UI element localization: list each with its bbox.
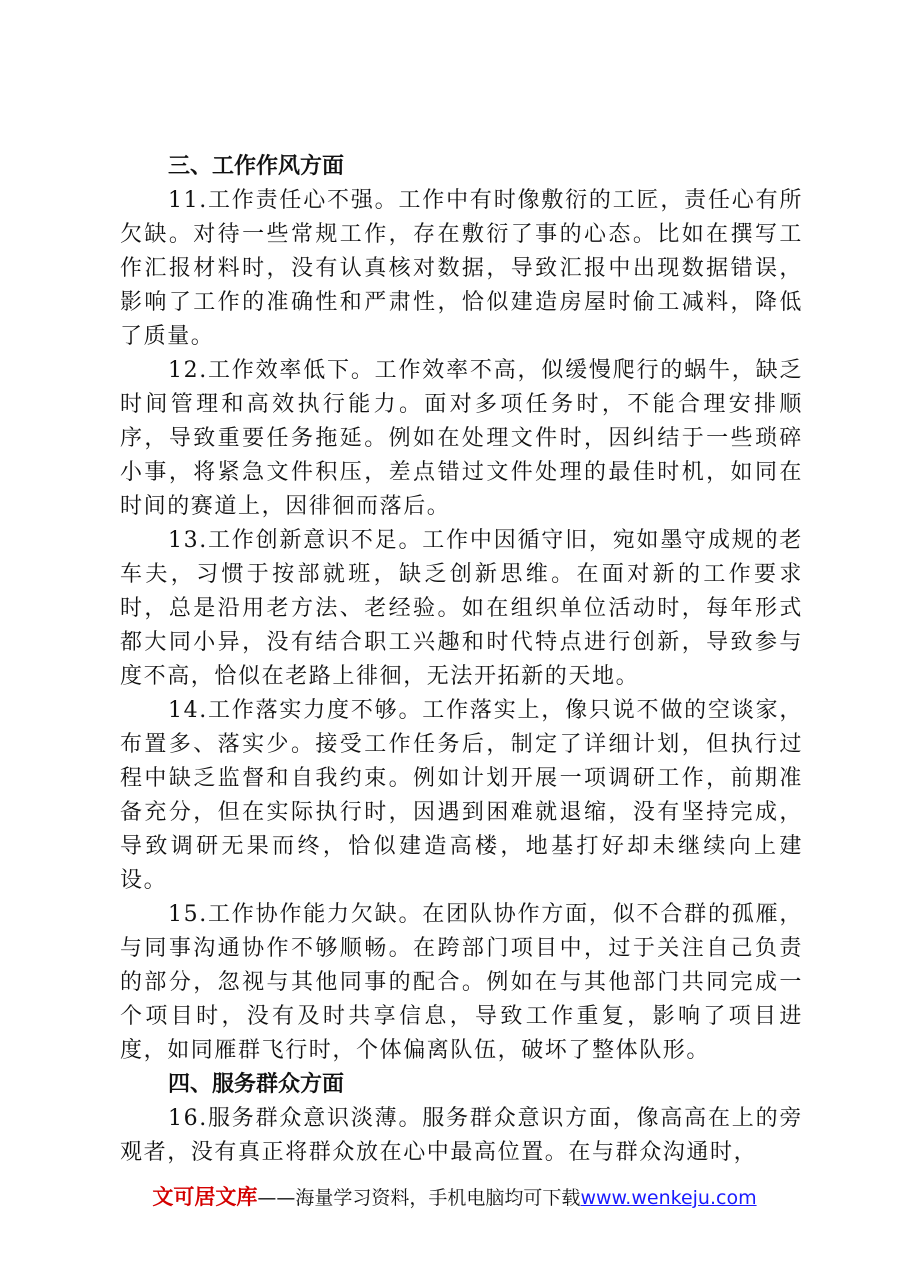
section-heading-serving-masses: 四、服务群众方面	[168, 1072, 345, 1097]
paragraph-13: 13.工作创新意识不足。工作中因循守旧，宛如墨守成规的老车夫，习惯于按部就班，缺乏创新思维。在面对新的工作要求时，总是沿用老方法、老经验。如在组织单位活动时，每年形式都大同小异，没有结合职工兴趣和时代特点进行创新，导致参与度不高，恰似在老路上徘徊，无法开拓新的天地。	[120, 528, 803, 689]
paragraph-15: 15.工作协作能力欠缺。在团队协作方面，似不合群的孤雁，与同事沟通协作不够顺畅。在跨部门项目中，过于关注自己负责的部分，忽视与其他同事的配合。例如在与其他部门共同完成一个项目时，没有及时共享信息，导致工作重复，影响了项目进度，如同雁群飞行时，个体偏离队伍，破坏了整体队形。	[120, 902, 803, 1063]
document-body	[120, 150, 803, 1170]
section-heading-work-style: 三、工作作风方面	[168, 154, 345, 179]
footer-url-link[interactable]: www.wenkeju.com	[580, 1187, 757, 1209]
paragraph-16: 16.服务群众意识淡薄。服务群众意识方面，像高高在上的旁观者，没有真正将群众放在心中最高位置。在与群众沟通时，	[120, 1106, 803, 1165]
paragraph-11: 11.工作责任心不强。工作中有时像敷衍的工匠，责任心有所欠缺。对待一些常规工作，存在敷衍了事的心态。比如在撰写工作汇报材料时，没有认真核对数据，导致汇报中出现数据错误，影响了工作的准确性和严肃性，恰似建造房屋时偷工减料，降低了质量。	[120, 188, 803, 349]
paragraph-14: 14.工作落实力度不够。工作落实上，像只说不做的空谈家，布置多、落实少。接受工作任务后，制定了详细计划，但执行过程中缺乏监督和自我约束。例如计划开展一项调研工作，前期准备充分，但在实际执行时，因遇到困难就退缩，没有坚持完成，导致调研无果而终，恰似建造高楼，地基打好却未继续向上建设。	[120, 698, 803, 893]
paragraph-12: 12.工作效率低下。工作效率不高，似缓慢爬行的蜗牛，缺乏时间管理和高效执行能力。面对多项任务时，不能合理安排顺序，导致重要任务拖延。例如在处理文件时，因纠结于一些琐碎小事，将紧急文件积压，差点错过文件处理的最佳时机，如同在时间的赛道上，因徘徊而落后。	[120, 358, 803, 519]
footer-slogan: 海量学习资料，手机电脑均可下载	[295, 1187, 581, 1209]
footer-banner	[0, 1184, 909, 1211]
footer-brand: 文可居文库	[152, 1185, 258, 1209]
footer-separator: ——	[257, 1187, 296, 1209]
